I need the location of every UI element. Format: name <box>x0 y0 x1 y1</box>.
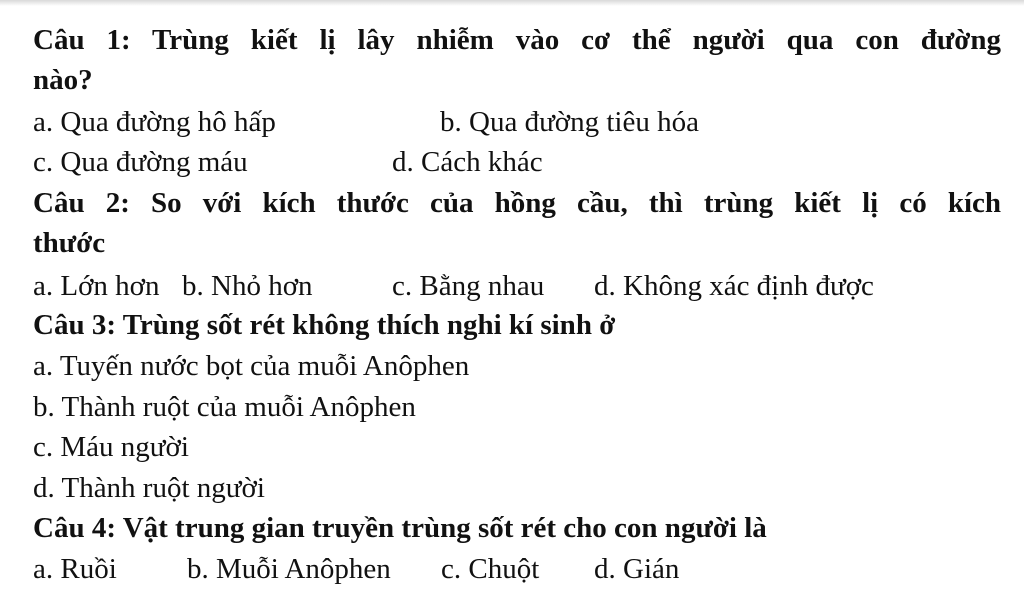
page-top-edge <box>0 0 1024 6</box>
question-1-option-d: d. Cách khác <box>392 146 543 178</box>
question-3-option-a: a. Tuyến nước bọt của muỗi Anôphen <box>33 350 470 382</box>
question-1-title: Câu 1: Trùng kiết lị lây nhiễm vào cơ thể người qua con đường <box>33 24 1001 56</box>
question-3-option-b: b. Thành ruột của muỗi Anôphen <box>33 391 416 423</box>
question-4-title: Câu 4: Vật trung gian truyền trùng sốt rét cho con người là <box>33 512 767 544</box>
question-3-title: Câu 3: Trùng sốt rét không thích nghi kí sinh ở <box>33 309 616 341</box>
question-3-option-d: d. Thành ruột người <box>33 472 265 504</box>
question-2-option-a: a. Lớn hơn <box>33 270 160 302</box>
question-2-option-c: c. Bằng nhau <box>392 270 545 302</box>
question-2-option-d: d. Không xác định được <box>594 270 874 302</box>
question-2-option-b: b. Nhỏ hơn <box>182 270 313 302</box>
question-1-option-b: b. Qua đường tiêu hóa <box>440 106 699 138</box>
question-4-option-d: d. Gián <box>594 553 680 585</box>
question-1-title-continued: nào? <box>33 64 93 96</box>
question-4-option-c: c. Chuột <box>441 553 540 585</box>
question-2-title: Câu 2: So với kích thước của hồng cầu, thì trùng kiết lị có kích <box>33 187 1001 219</box>
question-1-option-a: a. Qua đường hô hấp <box>33 106 276 138</box>
question-4-option-b: b. Muỗi Anôphen <box>187 553 391 585</box>
question-2-title-continued: thước <box>33 227 106 259</box>
question-3-option-c: c. Máu người <box>33 431 189 463</box>
question-1-option-c: c. Qua đường máu <box>33 146 248 178</box>
question-4-option-a: a. Ruồi <box>33 553 117 585</box>
